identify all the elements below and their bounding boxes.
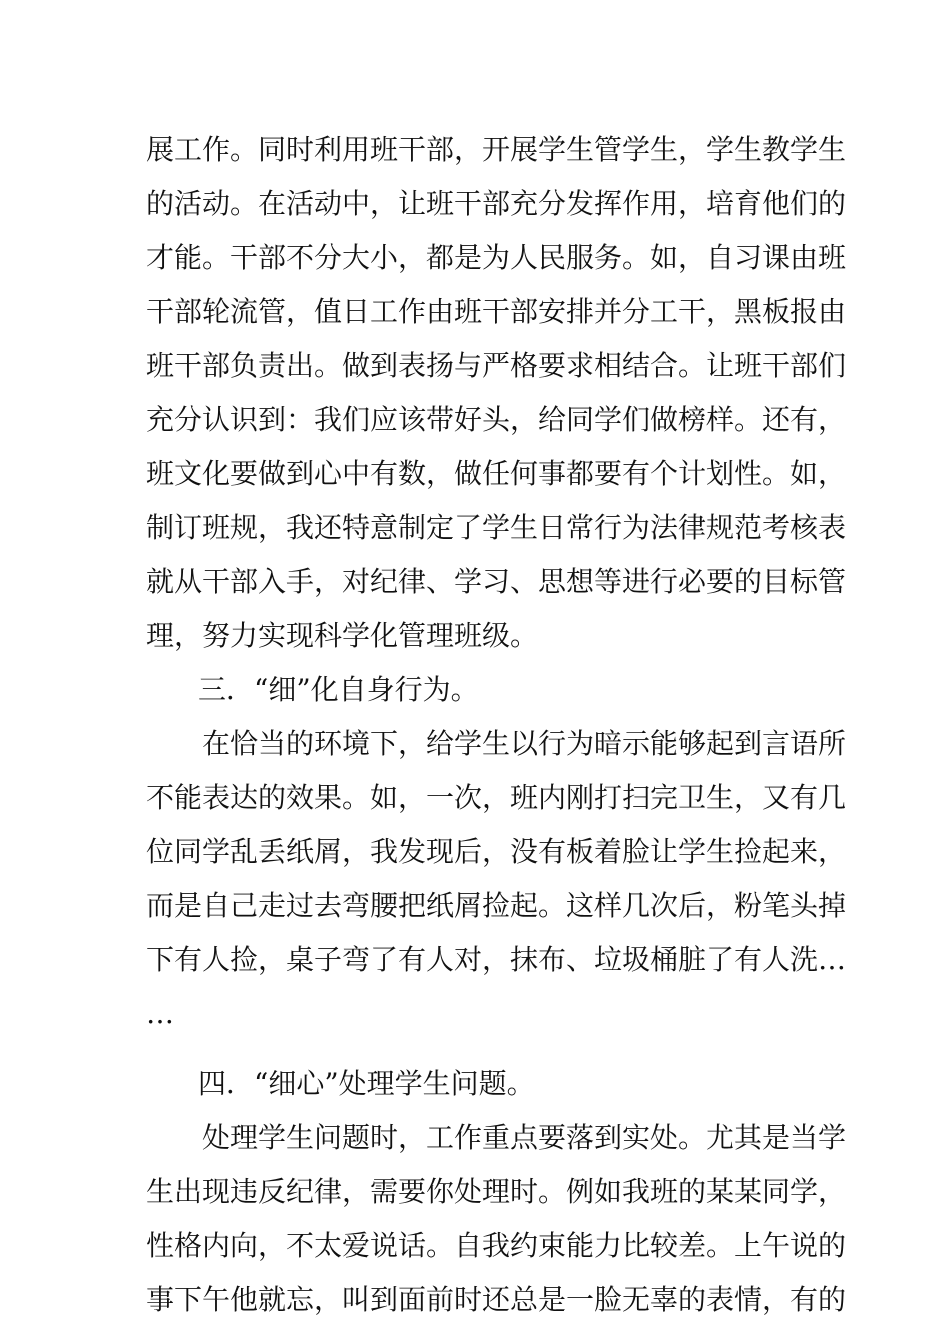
text-line: 位同学乱丢纸屑，我发现后，没有板着脸让学生捡起来，	[146, 835, 847, 868]
text-line: 而是自己走过去弯腰把纸屑捡起。这样几次后，粉笔头掉	[146, 889, 847, 922]
paragraph-student-problems	[146, 1111, 847, 1327]
text-line: 事下午他就忘，叫到面前时还总是一脸无辜的表情，有的	[146, 1283, 847, 1316]
section-heading-3: 三．“细”化自身行为。	[198, 673, 479, 706]
text-line: 理，努力实现科学化管理班级。	[146, 619, 539, 652]
paragraph-class-cadres	[146, 123, 847, 663]
text-line: 才能。干部不分大小，都是为人民服务。如，自习课由班	[146, 241, 847, 274]
section-heading-4: 四．“细心”处理学生问题。	[198, 1067, 535, 1100]
text-line: 不能表达的效果。如，一次，班内刚打扫完卫生，又有几	[146, 781, 847, 814]
text-line: 性格内向，不太爱说话。自我约束能力比较差。上午说的	[146, 1229, 847, 1262]
paragraph-spacer	[146, 1041, 816, 1057]
text-line: 下有人捡，桌子弯了有人对，抹布、垃圾桶脏了有人洗…	[146, 943, 847, 976]
text-line: 干部轮流管，值日工作由班干部安排并分工干，黑板报由	[146, 295, 847, 328]
text-line: 在恰当的环境下，给学生以行为暗示能够起到言语所	[202, 727, 847, 760]
paragraph-behavior-hint	[146, 717, 847, 1041]
text-line: …	[146, 997, 174, 1030]
text-line: 展工作。同时利用班干部，开展学生管学生，学生教学生	[146, 133, 847, 166]
text-line: 的活动。在活动中，让班干部充分发挥作用，培育他们的	[146, 187, 847, 220]
document-body	[146, 123, 847, 1327]
text-line: 班文化要做到心中有数，做任何事都要有个计划性。如，	[146, 457, 847, 490]
text-line: 制订班规，我还特意制定了学生日常行为法律规范考核表	[146, 511, 847, 544]
text-line: 班干部负责出。做到表扬与严格要求相结合。让班干部们	[146, 349, 847, 382]
text-line: 处理学生问题时，工作重点要落到实处。尤其是当学	[202, 1121, 847, 1154]
text-line: 充分认识到：我们应该带好头，给同学们做榜样。还有，	[146, 403, 847, 436]
text-line: 生出现违反纪律，需要你处理时。例如我班的某某同学，	[146, 1175, 847, 1208]
text-line: 就从干部入手，对纪律、学习、思想等进行必要的目标管	[146, 565, 847, 598]
